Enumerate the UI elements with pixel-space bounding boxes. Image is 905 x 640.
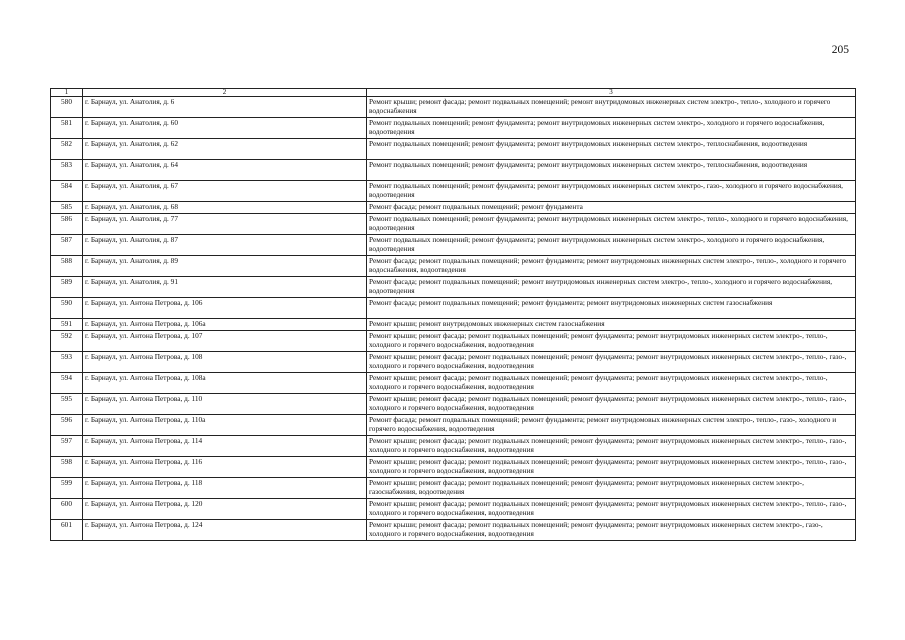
row-works: Ремонт крыши; ремонт фасада; ремонт подвальных помещений; ремонт фундамента; ремонт внутридомовых инженерных систем электро-, тепло-, холодного и горячего водоснабжения, водоотведения [367,331,856,352]
row-works: Ремонт подвальных помещений; ремонт фундамента; ремонт внутридомовых инженерных систем электро-, холодного и горячего водоснабжения, водоотведения [367,118,856,139]
table-row [51,181,856,202]
row-address: г. Барнаул, ул. Анатолия, д. 68 [83,202,367,214]
row-number: 587 [51,235,83,256]
table-row [51,436,856,457]
row-number: 596 [51,415,83,436]
row-address: г. Барнаул, ул. Антона Петрова, д. 124 [83,520,367,541]
row-number: 589 [51,277,83,298]
row-works: Ремонт подвальных помещений; ремонт фундамента; ремонт внутридомовых инженерных систем электро-, тепло-, холодного и горячего водоснабжения, водоотведения [367,214,856,235]
table-row [51,499,856,520]
row-address: г. Барнаул, ул. Антона Петрова, д. 114 [83,436,367,457]
row-address: г. Барнаул, ул. Анатолия, д. 91 [83,277,367,298]
table-row [51,139,856,160]
row-works: Ремонт крыши; ремонт фасада; ремонт подвальных помещений; ремонт фундамента; ремонт внутридомовых инженерных систем электро-, газоснабжения, водоотведения [367,478,856,499]
table-row [51,298,856,319]
repair-works-table [50,88,856,541]
row-address: г. Барнаул, ул. Анатолия, д. 62 [83,139,367,160]
column-header-1: 1 [51,89,83,97]
table-row [51,415,856,436]
row-number: 595 [51,394,83,415]
row-works: Ремонт подвальных помещений; ремонт фундамента; ремонт внутридомовых инженерных систем электро-, газо-, холодного и горячего водоснабжения, водоотведения [367,181,856,202]
table-row [51,118,856,139]
row-address: г. Барнаул, ул. Анатолия, д. 67 [83,181,367,202]
row-address: г. Барнаул, ул. Антона Петрова, д. 118 [83,478,367,499]
column-header-3: 3 [367,89,856,97]
row-number: 594 [51,373,83,394]
row-works: Ремонт подвальных помещений; ремонт фундамента; ремонт внутридомовых инженерных систем электро-, холодного и горячего водоснабжения, водоотведения [367,235,856,256]
table-row [51,394,856,415]
row-address: г. Барнаул, ул. Антона Петрова, д. 108а [83,373,367,394]
row-number: 597 [51,436,83,457]
row-works: Ремонт фасада; ремонт подвальных помещений; ремонт фундамента; ремонт внутридомовых инженерных систем электро-, тепло-, холодного и горячего водоснабжения, водоотведения [367,256,856,277]
row-number: 581 [51,118,83,139]
row-number: 585 [51,202,83,214]
row-works: Ремонт подвальных помещений; ремонт фундамента; ремонт внутридомовых инженерных систем электро-, теплоснабжения, водоотведения [367,160,856,181]
row-number: 591 [51,319,83,331]
row-number: 592 [51,331,83,352]
row-works: Ремонт фасада; ремонт подвальных помещений; ремонт фундамента; ремонт внутридомовых инженерных систем электро-, тепло-, газо-, холодного и горячего водоснабжения, водоотведения [367,415,856,436]
table-row [51,331,856,352]
row-number: 588 [51,256,83,277]
row-works: Ремонт крыши; ремонт внутридомовых инженерных систем газоснабжения [367,319,856,331]
row-number: 582 [51,139,83,160]
column-header-2: 2 [83,89,367,97]
table-row [51,520,856,541]
row-number: 598 [51,457,83,478]
row-address: г. Барнаул, ул. Антона Петрова, д. 110а [83,415,367,436]
row-address: г. Барнаул, ул. Антона Петрова, д. 110 [83,394,367,415]
row-number: 590 [51,298,83,319]
row-works: Ремонт крыши; ремонт фасада; ремонт подвальных помещений; ремонт фундамента; ремонт внутридомовых инженерных систем электро-, тепло-, газо-, холодного и горячего водоснабжения, водоотведения [367,436,856,457]
table-row [51,457,856,478]
row-works: Ремонт крыши; ремонт фасада; ремонт подвальных помещений; ремонт фундамента; ремонт внутридомовых инженерных систем электро-, тепло-, газо-, холодного и горячего водоснабжения, водоотведения [367,499,856,520]
table-row [51,373,856,394]
row-works: Ремонт фасада; ремонт подвальных помещений; ремонт фундамента [367,202,856,214]
table-row [51,97,856,118]
row-address: г. Барнаул, ул. Антона Петрова, д. 108 [83,352,367,373]
table-row [51,202,856,214]
table-row [51,256,856,277]
row-works: Ремонт крыши; ремонт фасада; ремонт подвальных помещений; ремонт фундамента; ремонт внутридомовых инженерных систем электро-, тепло-, холодного и горячего водоснабжения, водоотведения [367,373,856,394]
table-row [51,235,856,256]
row-works: Ремонт подвальных помещений; ремонт фундамента; ремонт внутридомовых инженерных систем электро-, теплоснабжения, водоотведения [367,139,856,160]
row-works: Ремонт крыши; ремонт фасада; ремонт подвальных помещений; ремонт фундамента; ремонт внутридомовых инженерных систем электро-, тепло-, газо-, холодного и горячего водоснабжения, водоотведения [367,457,856,478]
row-works: Ремонт крыши; ремонт фасада; ремонт подвальных помещений; ремонт внутридомовых инженерных систем электро-, тепло-, холодного и горячего водоснабжения [367,97,856,118]
row-address: г. Барнаул, ул. Анатолия, д. 60 [83,118,367,139]
table-row [51,214,856,235]
row-address: г. Барнаул, ул. Антона Петрова, д. 106 [83,298,367,319]
row-address: г. Барнаул, ул. Анатолия, д. 87 [83,235,367,256]
row-address: г. Барнаул, ул. Анатолия, д. 89 [83,256,367,277]
row-number: 586 [51,214,83,235]
row-address: г. Барнаул, ул. Анатолия, д. 64 [83,160,367,181]
row-address: г. Барнаул, ул. Антона Петрова, д. 107 [83,331,367,352]
row-number: 583 [51,160,83,181]
table-row [51,160,856,181]
row-number: 593 [51,352,83,373]
page-number: 205 [831,44,849,56]
table-row [51,319,856,331]
row-number: 600 [51,499,83,520]
row-works: Ремонт фасада; ремонт подвальных помещений; ремонт фундамента; ремонт внутридомовых инженерных систем газоснабжения [367,298,856,319]
table-row [51,478,856,499]
table-row [51,277,856,298]
column-header-row [51,89,856,97]
row-works: Ремонт крыши; ремонт фасада; ремонт подвальных помещений; ремонт фундамента; ремонт внутридомовых инженерных систем электро-, тепло-, газо-, холодного и горячего водоснабжения, водоотведения [367,394,856,415]
table-row [51,352,856,373]
row-address: г. Барнаул, ул. Анатолия, д. 77 [83,214,367,235]
row-address: г. Барнаул, ул. Антона Петрова, д. 120 [83,499,367,520]
row-number: 599 [51,478,83,499]
row-address: г. Барнаул, ул. Антона Петрова, д. 106а [83,319,367,331]
row-number: 601 [51,520,83,541]
row-works: Ремонт фасада; ремонт подвальных помещений; ремонт внутридомовых инженерных систем электро-, тепло-, холодного и горячего водоснабжения, водоотведения [367,277,856,298]
row-works: Ремонт крыши; ремонт фасада; ремонт подвальных помещений; ремонт фундамента; ремонт внутридомовых инженерных систем электро-, газо-, холодного и горячего водоснабжения, водоотведения [367,520,856,541]
row-address: г. Барнаул, ул. Антона Петрова, д. 116 [83,457,367,478]
row-works: Ремонт крыши; ремонт фасада; ремонт подвальных помещений; ремонт фундамента; ремонт внутридомовых инженерных систем электро-, тепло-, газо-, холодного и горячего водоснабжения, водоотведения [367,352,856,373]
row-number: 580 [51,97,83,118]
row-number: 584 [51,181,83,202]
row-address: г. Барнаул, ул. Анатолия, д. 6 [83,97,367,118]
